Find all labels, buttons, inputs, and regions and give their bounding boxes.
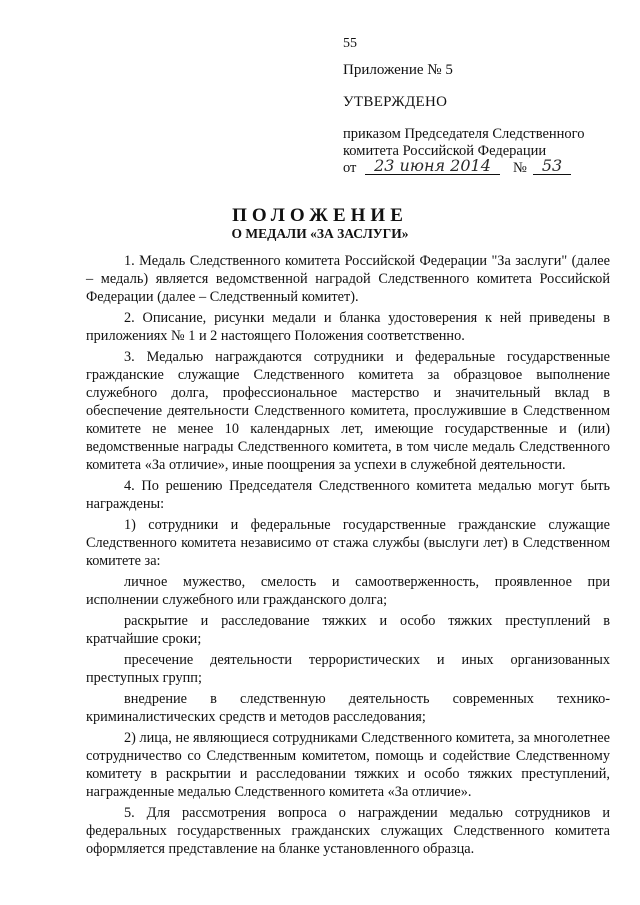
paragraph-4-item-2: 2) лица, не являющиеся сотрудниками Следственного комитета, за многолетнее сотрудничество со Следственным комитетом, помощь и содействие Следственному комитету в раскрытии и расследовании тяжких и особо тяжких преступлений, награжденные медалью Следственного комитета «За отличие».	[86, 730, 610, 800]
handwritten-date: 23 июня 2014	[365, 156, 500, 175]
order-date-number-line	[343, 156, 573, 180]
from-label: от	[343, 160, 357, 176]
page-number: 55	[343, 36, 357, 51]
paragraph-1: 1. Медаль Следственного комитета Российской Федерации "За заслуги" (далее – медаль) является ведомственной наградой Следственного комитета Российской Федерации (далее – Следственный комитет).	[86, 253, 610, 305]
paragraph-4-item-1-d: внедрение в следственную деятельность современных технико-криминалистических средств и методов расследования;	[86, 691, 610, 725]
document-body	[86, 252, 610, 861]
order-line-2: комитета Российской Федерации	[343, 143, 547, 159]
document-title: ПОЛОЖЕНИЕ	[232, 205, 408, 226]
paragraph-5: 5. Для рассмотрения вопроса о награждении медалью сотрудников и федеральных государственных гражданских служащих Следственного комитета оформляется представление на бланке установленного образца.	[86, 805, 610, 857]
document-subtitle: О МЕДАЛИ «ЗА ЗАСЛУГИ»	[231, 226, 409, 241]
paragraph-4-item-1-a: личное мужество, смелость и самоотверженность, проявленное при исполнении служебного или гражданского долга;	[86, 574, 610, 608]
paragraph-4: 4. По решению Председателя Следственного комитета медалью могут быть награждены:	[86, 478, 610, 512]
handwritten-number: 53	[533, 156, 571, 175]
order-line-1: приказом Председателя Следственного	[343, 126, 585, 142]
paragraph-4-item-1: 1) сотрудники и федеральные государственные гражданские служащие Следственного комитета независимо от стажа службы (выслуги лет) в Следственном комитете за:	[86, 517, 610, 569]
approved-stamp-text: УТВЕРЖДЕНО	[343, 94, 448, 110]
paragraph-4-item-1-b: раскрытие и расследование тяжких и особо тяжких преступлений в кратчайшие сроки;	[86, 613, 610, 647]
paragraph-2: 2. Описание, рисунки медали и бланка удостоверения к ней приведены в приложениях № 1 и 2 настоящего Положения соответственно.	[86, 310, 610, 344]
appendix-label: Приложение № 5	[343, 62, 453, 78]
number-label: №	[513, 160, 527, 176]
paragraph-4-item-1-c: пресечение деятельности террористических и иных организованных преступных групп;	[86, 652, 610, 686]
paragraph-3: 3. Медалью награждаются сотрудники и федеральные государственные гражданские служащие Следственного комитета за образцовое выполнение служебного долга, профессиональное мастерство и значительный вклад в обеспечение деятельности Следственного комитета, прослужившие в Следственном комитете не менее 10 календарных лет, имеющие государственные и (или) ведомственные награды Следственного комитета, в том числе медаль Следственного комитета «За отличие», иные поощрения за успехи в служебной деятельности.	[86, 349, 610, 473]
